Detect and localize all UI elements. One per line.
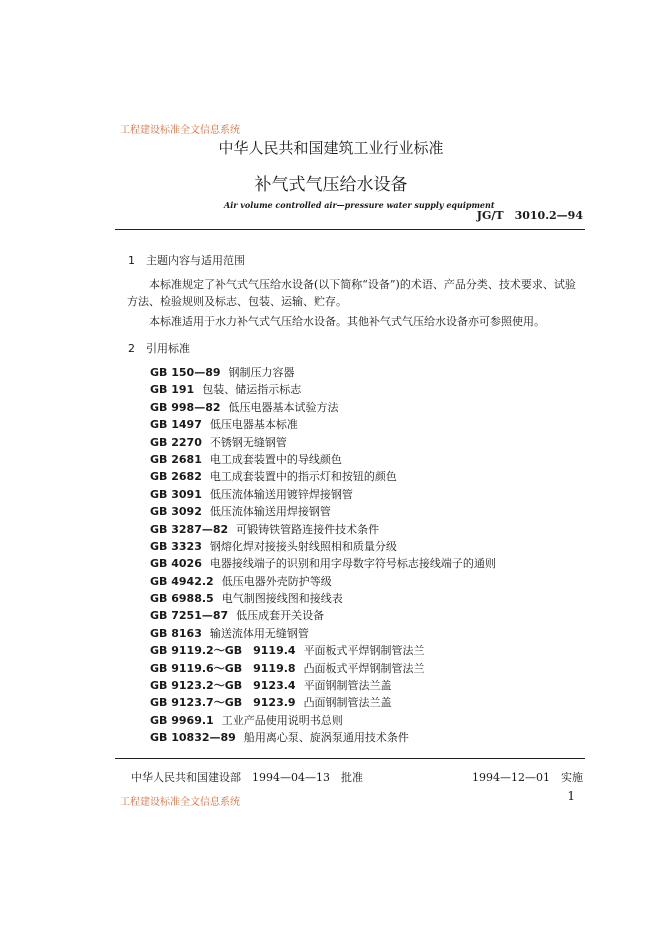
reference-title: 钢制压力容器	[228, 366, 295, 379]
section-1-paragraph-1: 本标准规定了补气式气压给水设备(以下简称“设备”)的术语、产品分类、技术要求、试验方法、检验规则及标志、包装、运输、贮存。	[127, 278, 576, 308]
reference-code: GB 9119.2～GB 9119.4	[150, 644, 296, 658]
reference-item	[150, 625, 496, 642]
reference-title: 输送流体用无缝钢管	[209, 626, 309, 640]
implementation-date: 1994—12—01 实施	[472, 771, 583, 784]
reference-title: 低压成套开关设备	[236, 609, 325, 623]
reference-code: GB 150—89	[150, 366, 221, 379]
page-number: 1	[567, 789, 575, 803]
reference-code: GB 6988.5	[150, 592, 214, 606]
reference-title: 包装、储运指示标志	[202, 383, 302, 397]
reference-item	[150, 521, 496, 538]
watermark-bottom: 工程建设标准全文信息系统	[120, 797, 240, 808]
reference-code: GB 3323	[150, 539, 202, 553]
reference-item	[150, 381, 496, 398]
section-1-heading: 1 主题内容与适用范围	[128, 254, 245, 267]
reference-item	[150, 660, 496, 677]
reference-item	[150, 364, 496, 381]
english-title: Air volume controlled air—pressure water supply equipment	[224, 200, 495, 210]
reference-title: 低压电器基本标准	[209, 418, 298, 432]
reference-title: 低压流体输送用镀锌焊接钢管	[209, 487, 353, 501]
reference-code: GB 3287—82	[150, 522, 229, 536]
reference-code: GB 9123.7～GB 9123.9	[150, 696, 296, 710]
reference-title: 不锈钢无缝钢管	[209, 435, 287, 449]
reference-title: 电气制图接线图和接线表	[221, 592, 343, 606]
reference-code: GB 2682	[150, 470, 202, 484]
reference-code: GB 10832—89	[150, 731, 236, 745]
issuing-organization: 中华人民共和国建筑工业行业标准	[218, 139, 444, 157]
reference-title: 工业产品使用说明书总则	[221, 713, 343, 727]
reference-code: GB 4026	[150, 557, 202, 571]
reference-code: GB 998—82	[150, 400, 221, 414]
standard-code: JG/T 3010.2—94	[476, 209, 583, 222]
reference-title: 钢熔化焊对接接头射线照相和质量分级	[209, 539, 397, 553]
reference-code: GB 2270	[150, 435, 202, 449]
reference-item	[150, 416, 496, 433]
section-2-heading: 2 引用标准	[128, 342, 190, 355]
reference-item	[150, 503, 496, 520]
watermark-top: 工程建设标准全文信息系统	[120, 125, 240, 136]
reference-title: 电器接线端子的识别和用字母数字符号标志接线端子的通则	[209, 557, 496, 571]
reference-title: 可锻铸铁管路连接件技术条件	[236, 522, 380, 536]
reference-item	[150, 642, 496, 659]
reference-title: 平面板式平焊钢制管法兰	[303, 644, 425, 658]
reference-title: 低压电器基本试验方法	[228, 400, 339, 414]
reference-item	[150, 486, 496, 503]
reference-code: GB 9119.6～GB 9119.8	[150, 661, 296, 675]
reference-title: 船用离心泵、旋涡泵通用技术条件	[243, 731, 409, 745]
reference-item	[150, 677, 496, 694]
reference-item	[150, 555, 496, 572]
reference-item	[150, 399, 496, 416]
reference-code: GB 4942.2	[150, 574, 214, 588]
reference-code: GB 3092	[150, 505, 202, 519]
reference-code: GB 191	[150, 383, 195, 397]
footer-divider	[115, 758, 585, 759]
reference-item	[150, 590, 496, 607]
header-divider	[115, 229, 585, 230]
reference-code: GB 2681	[150, 452, 202, 466]
reference-title: 低压电器外壳防护等级	[221, 574, 332, 588]
reference-item	[150, 712, 496, 729]
approval-note: 中华人民共和国建设部 1994—04—13 批准	[131, 771, 363, 784]
reference-title: 平面钢制管法兰盖	[303, 679, 392, 693]
reference-item	[150, 434, 496, 451]
reference-item	[150, 538, 496, 555]
reference-code: GB 9123.2～GB 9123.4	[150, 679, 296, 693]
reference-code: GB 1497	[150, 418, 202, 432]
reference-item	[150, 607, 496, 624]
reference-title: 凸面板式平焊钢制管法兰	[303, 661, 425, 675]
reference-code: GB 9969.1	[150, 713, 214, 727]
document-title: 补气式气压给水设备	[254, 175, 408, 195]
reference-title: 电工成套装置中的指示灯和按钮的颜色	[209, 470, 397, 484]
reference-title: 低压流体输送用焊接钢管	[209, 505, 331, 519]
reference-title: 凸面钢制管法兰盖	[303, 696, 392, 710]
reference-item	[150, 468, 496, 485]
section-1-paragraph-2: 本标准适用于水力补气式气压给水设备。其他补气式气压给水设备亦可参照使用。	[149, 315, 545, 328]
reference-item	[150, 694, 496, 711]
reference-code: GB 3091	[150, 487, 202, 501]
reference-item	[150, 573, 496, 590]
reference-list	[150, 364, 496, 747]
reference-item	[150, 451, 496, 468]
reference-code: GB 8163	[150, 626, 202, 640]
reference-item	[150, 729, 496, 746]
reference-code: GB 7251—87	[150, 609, 229, 623]
reference-title: 电工成套装置中的导线颜色	[209, 452, 342, 466]
